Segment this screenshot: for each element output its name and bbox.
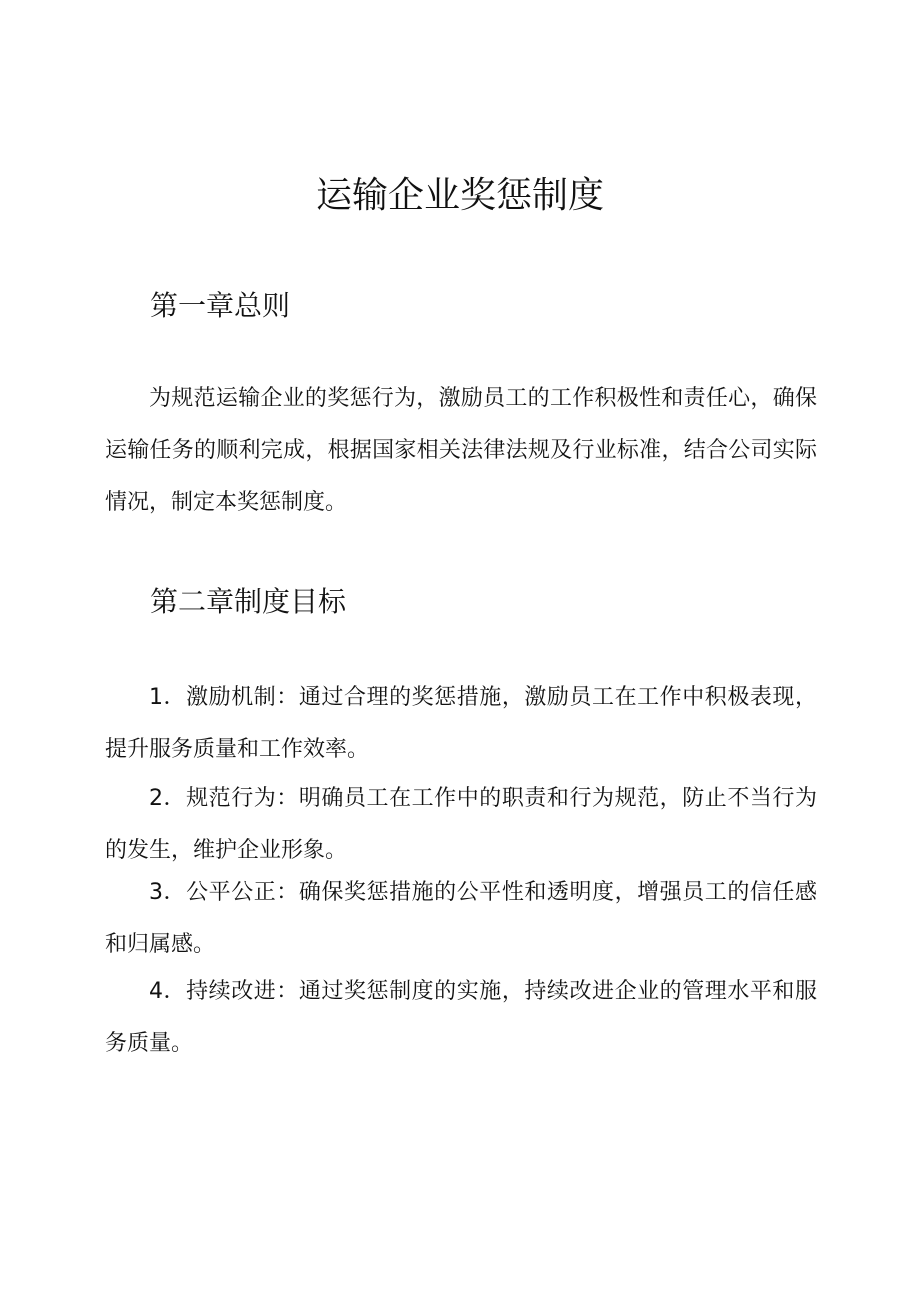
list-item-number: 4 bbox=[149, 979, 163, 1004]
chapter-1-heading: 第一章总则 bbox=[150, 289, 291, 322]
document-title: 运输企业奖惩制度 bbox=[315, 175, 604, 216]
list-item bbox=[105, 867, 817, 971]
list-item-text: ．公平公正：确保奖惩措施的公平性和透明度，增强员工的信任感和归属感。 bbox=[105, 880, 817, 957]
list-item-text: ．规范行为：明确员工在工作中的职责和行为规范，防止不当行为的发生，维护企业形象。 bbox=[105, 786, 817, 863]
chapter-1-paragraph: 为规范运输企业的奖惩行为，激励员工的工作积极性和责任心，确保运输任务的顺利完成，根据国家相关法律法规及行业标准，结合公司实际情况，制定本奖惩制度。 bbox=[105, 386, 817, 515]
chapter-2-heading: 第二章制度目标 bbox=[150, 585, 347, 618]
list-item bbox=[105, 672, 817, 776]
list-item-number: 2 bbox=[149, 786, 163, 811]
list-item-number: 3 bbox=[149, 880, 163, 905]
list-item-text: ．激励机制：通过合理的奖惩措施，激励员工在工作中积极表现，提升服务质量和工作效率。 bbox=[105, 685, 817, 762]
list-item-number: 1 bbox=[149, 685, 163, 710]
list-item bbox=[105, 966, 817, 1070]
list-item-text: ．持续改进：通过奖惩制度的实施，持续改进企业的管理水平和服务质量。 bbox=[105, 979, 817, 1056]
list-item bbox=[105, 773, 817, 877]
